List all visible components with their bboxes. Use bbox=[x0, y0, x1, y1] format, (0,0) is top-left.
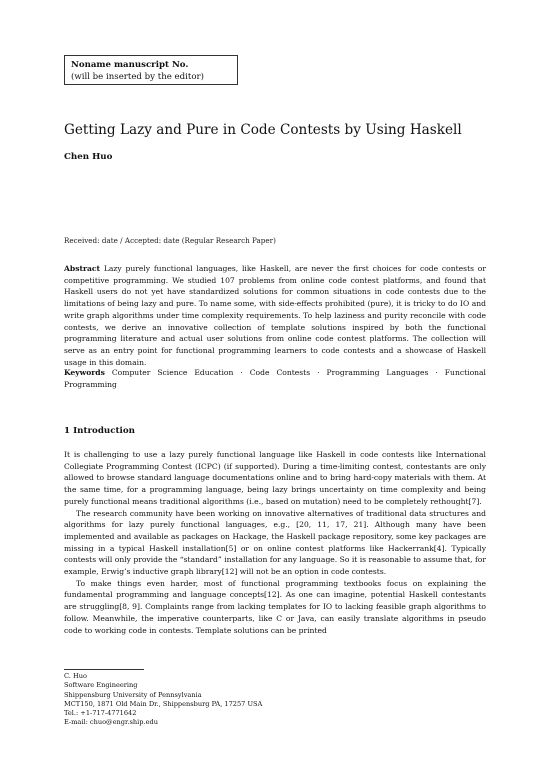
manuscript-box bbox=[64, 55, 238, 85]
paragraph: The research community have been working on innovative alternatives of traditional data structures and algorithms for lazy purely functional languages, e.g., [20, 11, 17, 21]. Although many have been implemented and available as packages on Hackage, the Haskell package repository, some key packages are missing in a typical Haskell installation[5] or on online contest platforms like Hackerrank[4]. Typically contests will only provide the “standard” installation for any language. So it is reasonable to assume that, for example, Erwig’s inductive graph library[12] will not be an option in code contests. bbox=[64, 508, 486, 577]
manuscript-number: Noname manuscript No. bbox=[71, 60, 189, 70]
keywords-text: Computer Science Education · Code Contests · Programming Languages · Functional Programming bbox=[64, 368, 486, 389]
keywords-label: Keywords bbox=[64, 368, 105, 377]
footnote-email: E-mail: chuo@engr.ship.edu bbox=[64, 718, 158, 727]
author-footnote bbox=[64, 672, 262, 728]
paragraph: To make things even harder, most of functional programming textbooks focus on explaining the fundamental programming and language concepts[12]. As one can imagine, potential Haskell contestants are struggling[8, 9]. Complaints range from lacking templates for IO to lacking feasible graph algorithms to follow. Meanwhile, the imperative counterparts, like C or Java, can easily translate algorithms in pseudo code to working code in contests. Template solutions can be printed bbox=[64, 578, 486, 635]
footnote-line: Shippensburg University of Pennsylvania bbox=[64, 690, 202, 699]
abstract bbox=[64, 263, 486, 368]
keywords bbox=[64, 367, 486, 390]
footnote-line: C. Huo bbox=[64, 672, 87, 680]
paper-title: Getting Lazy and Pure in Code Contests by Using Haskell bbox=[64, 122, 462, 138]
footnote-rule bbox=[64, 669, 144, 670]
abstract-label: Abstract bbox=[64, 264, 101, 273]
paragraph: It is challenging to use a lazy purely functional language like Haskell in code contests like International Collegiate Programming Contest (ICPC) (if supported). During a time-limiting contest, contestants are only allowed to browse standard language documentations online and to bring hard-copy materials with them. At the same time, for a programming language, being lazy brings uncertainty on time complexity and being purely functional means traditional algorithms (i.e., based on mutation) need to be completely rethought[7]. bbox=[64, 450, 486, 506]
abstract-text: Lazy purely functional languages, like Haskell, are never the first choices for code contests or competitive programming. We studied 107 problems from online code contest platforms, and found that Haskell users do not yet have standardized solutions for common situations in code contests due to the limitations of being lazy and pure. To name some, with side-effects prohibited (pure), it is tricky to do IO and write graph algorithms under time complexity requirements. To help laziness and purity reconcile with code contests, we derive an innovative collection of template solutions inspired by both the functional programming literature and actual user solutions from online code contest platforms. The collection will serve as an entry point for functional programming learners to code contests and a showcase of Haskell usage in this domain. bbox=[64, 264, 487, 367]
received-line: Received: date / Accepted: date (Regular Research Paper) bbox=[64, 236, 276, 245]
footnote-line: Tel.: +1-717-4771642 bbox=[64, 709, 137, 718]
footnote-line: Software Engineering bbox=[64, 681, 138, 690]
section-heading: 1 Introduction bbox=[64, 426, 135, 436]
footnote-line: MCT150, 1871 Old Main Dr., Shippensburg PA, 17257 USA bbox=[64, 699, 263, 708]
author-name: Chen Huo bbox=[64, 152, 113, 162]
introduction-body bbox=[64, 449, 486, 636]
manuscript-note: (will be inserted by the editor) bbox=[71, 72, 204, 82]
